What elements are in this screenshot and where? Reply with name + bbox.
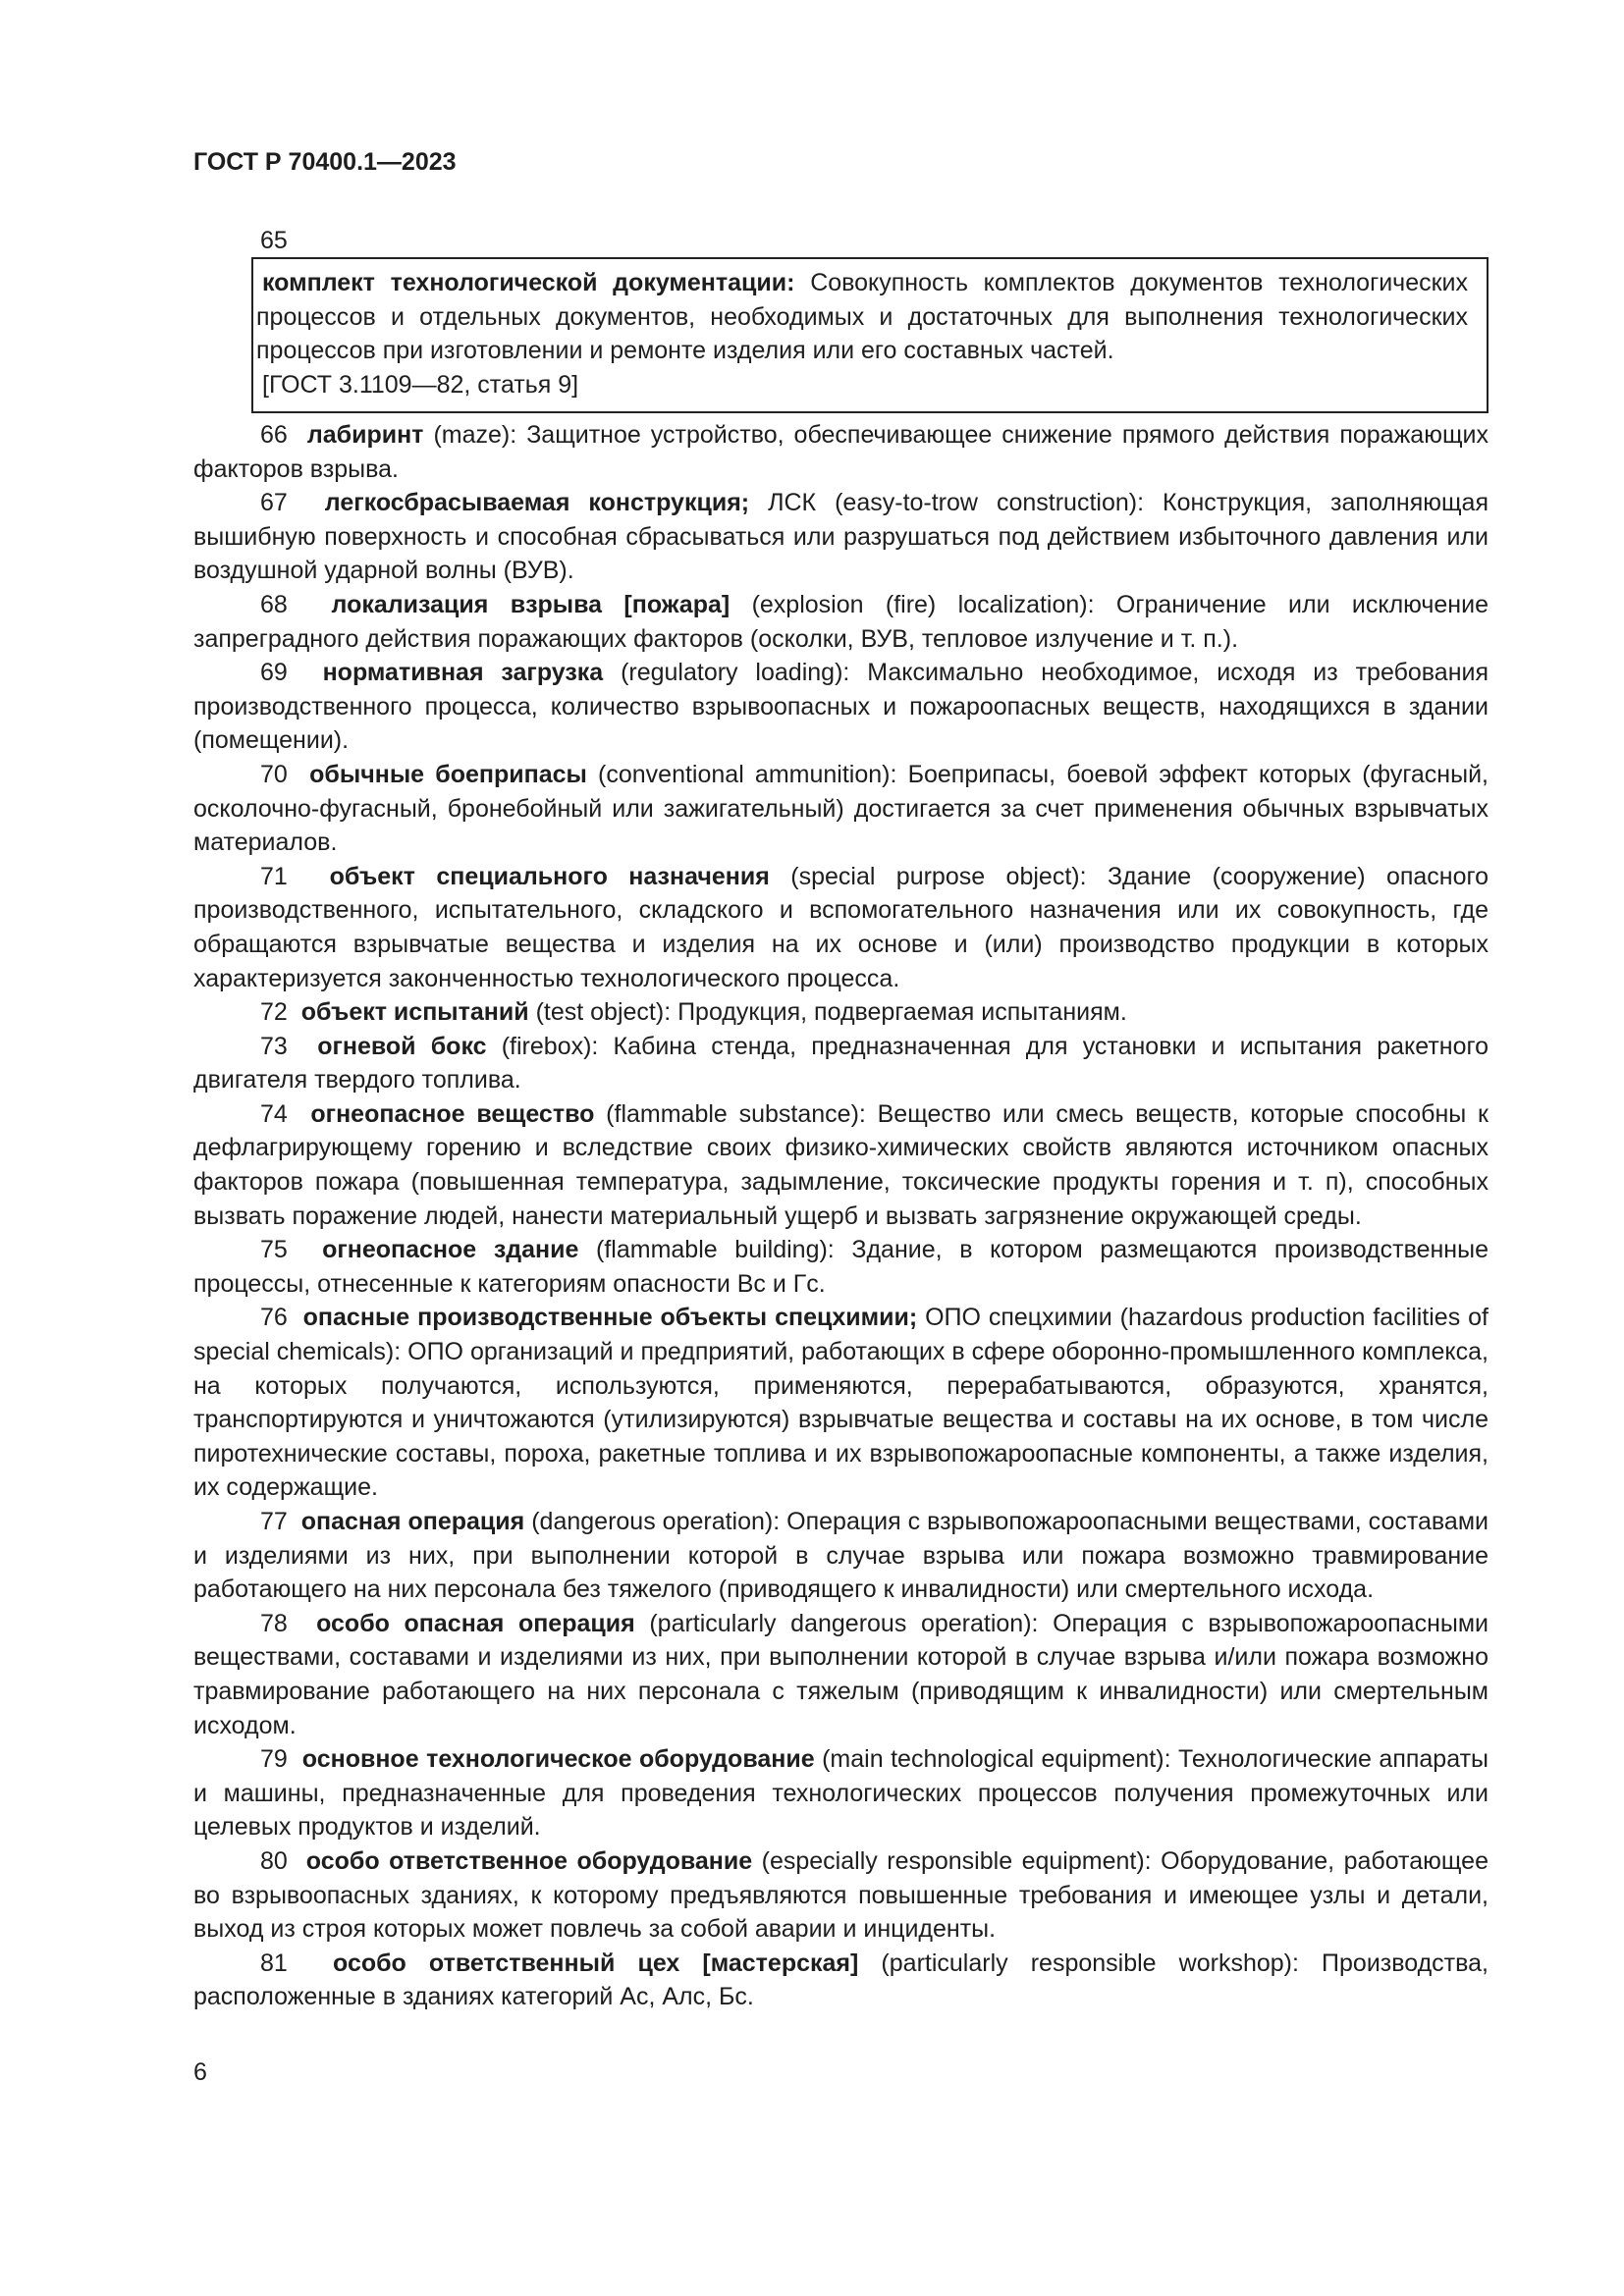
term-definition: (especially responsible equipment): Оборудование, работающее во взрывоопасных зданиях, к которому предъявляются повышенные требования и имеющее узлы и детали, выход из строя которых может повлечь за собой аварии и инциденты. xyxy=(193,1846,1489,1944)
term-definition: (particularly responsible workshop): Производства, расположенные в зданиях категорий Ас, Алс, Бс. xyxy=(193,1949,1489,2011)
term-definition: (main technological equipment): Технологические аппараты и машины, предназначенные для проведения технологических процессов получения промежуточных или целевых продуктов и изделий. xyxy=(193,1745,1489,1842)
term-entry xyxy=(193,1742,1489,1844)
term-number: 69 xyxy=(260,659,288,687)
term-title: огневой бокс xyxy=(317,1032,487,1060)
term-title: обычные боеприпасы xyxy=(309,760,587,788)
term-number: 81 xyxy=(260,1949,288,1977)
term-number: 66 xyxy=(260,421,288,449)
term-entry xyxy=(193,588,1489,656)
term-entry xyxy=(193,1097,1489,1233)
boxed-term-frame xyxy=(251,257,1489,413)
term-title: особо ответственное оборудование xyxy=(305,1846,753,1875)
term-number: 67 xyxy=(260,489,288,517)
term-title: объект специального назначения xyxy=(329,862,770,890)
term-number: 70 xyxy=(260,760,288,788)
term-title: основное технологическое оборудование xyxy=(301,1745,815,1774)
term-title: опасная операция xyxy=(300,1508,525,1535)
term-number: 68 xyxy=(260,590,288,618)
term-entry xyxy=(193,1030,1489,1097)
term-definition: (regulatory loading): Максимально необходимое, исходя из требования производственного процесса, количество взрывоопасных и пожароопасных веществ, находящихся в здании (помещении). xyxy=(193,659,1489,755)
term-title: огнеопасное вещество xyxy=(310,1099,595,1128)
term-entry xyxy=(193,1301,1489,1505)
term-definition: (conventional ammunition): Боеприпасы, боевой эффект которых (фугасный, осколочно-фугасный, бронебойный или зажигательный) достигается за счет применения обычных взрывчатых материалов. xyxy=(193,760,1489,857)
term-definition: (particularly dangerous operation): Операция с взрывопожароопасными веществами, составами и изделиями из них, при выполнении которой в случае взрыва и/или пожара возможно травмирование работающего на них персонала с тяжелым (приводящим к инвалидности) или смертельным исходом. xyxy=(193,1609,1489,1739)
term-entry xyxy=(193,1844,1489,1947)
term-title: локализация взрыва [пожара] xyxy=(331,590,731,618)
term-entry xyxy=(193,1947,1489,2014)
term-number: 79 xyxy=(260,1745,288,1774)
term-entry xyxy=(193,1233,1489,1301)
term-number: 75 xyxy=(260,1236,288,1264)
term-number: 74 xyxy=(260,1099,288,1128)
term-definition: (flammable building): Здание, в котором размещаются производственные процессы, отнесенные к категориям опасности Вс и Гс. xyxy=(193,1236,1489,1298)
term-entry xyxy=(193,486,1489,588)
term-definition: ОПО спецхимии (hazardous production facilities of special chemicals): ОПО организаций и предприятий, работающих в сфере оборонно-промышленного комплекса, на которых получаются, используются, применяются, перерабатываются, образуются, хранятся, транспортируются и уничтожаются (утилизируются) взрывчатые вещества и составы на их основе, в том числе пиротехнические составы, пороха, ракетные топлива и их взрывопожароопасные компоненты, а также изделия, их содержащие. xyxy=(193,1304,1489,1502)
term-definition: (special purpose object): Здание (сооружение) опасного производственного, испытательного, складского и вспомогательного назначения или их совокупность, где обращаются взрывчатые вещества и изделия на их основе и (или) производство продукции в которых характеризуется законченностью технологического процесса. xyxy=(193,862,1489,992)
term-definition: (flammable substance): Вещество или смесь веществ, которые способны к дефлагрирующему горению и вследствие своих физико-химических свойств являются источником опасных факторов пожара (повышенная температура, задымление, токсические продукты горения и т. п), способных вызвать поражение людей, нанести материальный ущерб и вызвать загрязнение окружающей среды. xyxy=(193,1099,1489,1230)
term-entry xyxy=(193,1505,1489,1607)
term-title: особо опасная операция xyxy=(316,1609,635,1637)
term-entry xyxy=(193,418,1489,486)
boxed-term-definition: Совокупность комплектов документов технологических процессов и отдельных документов, необходимых и достаточных для выполнения технологических процессов при изготовлении и ремонте изделия или его составных частей. xyxy=(256,269,1469,364)
term-definition: (maze): Защитное устройство, обеспечивающее снижение прямого действия поражающих факторов взрыва. xyxy=(193,421,1489,483)
term-title: лабиринт xyxy=(306,421,424,449)
term-number: 72 xyxy=(260,998,288,1027)
page-number: 6 xyxy=(193,2058,207,2086)
term-number: 77 xyxy=(260,1508,288,1535)
term-title: объект испытаний xyxy=(300,998,529,1027)
term-definition: (firebox): Кабина стенда, предназначенная для установки и испытания ракетного двигателя твердого топлива. xyxy=(193,1032,1489,1095)
terms-list xyxy=(193,418,1489,2014)
term-title: нормативная загрузка xyxy=(322,659,604,687)
term-entry xyxy=(193,758,1489,860)
term-number: 76 xyxy=(260,1304,288,1332)
boxed-term-number: 65 xyxy=(260,227,288,254)
term-entry xyxy=(193,995,1489,1030)
term-title: огнеопасное здание xyxy=(322,1236,579,1264)
term-definition: ЛСК (easy-to-trow construction): Конструкция, заполняющая вышибную поверхность и способная сбрасываться или разрушаться под действием избыточного давления или воздушной ударной волны (ВУВ). xyxy=(193,489,1489,585)
term-entry xyxy=(193,860,1489,995)
term-definition: (explosion (fire) localization): Ограничение или исключение запреградного действия поражающих факторов (осколки, ВУВ, тепловое излучение и т. п.). xyxy=(193,590,1489,653)
term-title: особо ответственный цех [мастерская] xyxy=(333,1949,859,1977)
boxed-term-reference: [ГОСТ 3.1109—82, статья 9] xyxy=(262,370,579,399)
boxed-term-title: комплект технологической документации: xyxy=(262,269,795,296)
term-definition: (test object): Продукция, подвергаемая испытаниям. xyxy=(528,998,1127,1027)
term-definition: (dangerous operation): Операция с взрывопожароопасными веществами, составами и изделиями из них, при выполнении которой в случае взрыва или пожара возможно травмирование работающего на них персонала без тяжелого (приводящего к инвалидности) или смертельного исхода. xyxy=(193,1508,1489,1604)
term-number: 78 xyxy=(260,1609,288,1637)
document-header: ГОСТ Р 70400.1—2023 xyxy=(193,148,457,176)
term-number: 73 xyxy=(260,1032,288,1060)
boxed-term-paragraph xyxy=(253,266,1487,368)
term-number: 80 xyxy=(260,1846,288,1875)
term-entry xyxy=(193,1607,1489,1742)
term-title: легкосбрасываемая конструкция; xyxy=(324,489,750,517)
term-number: 71 xyxy=(260,862,288,890)
term-entry xyxy=(193,656,1489,758)
term-title: опасные производственные объекты спецхимии; xyxy=(302,1304,918,1332)
